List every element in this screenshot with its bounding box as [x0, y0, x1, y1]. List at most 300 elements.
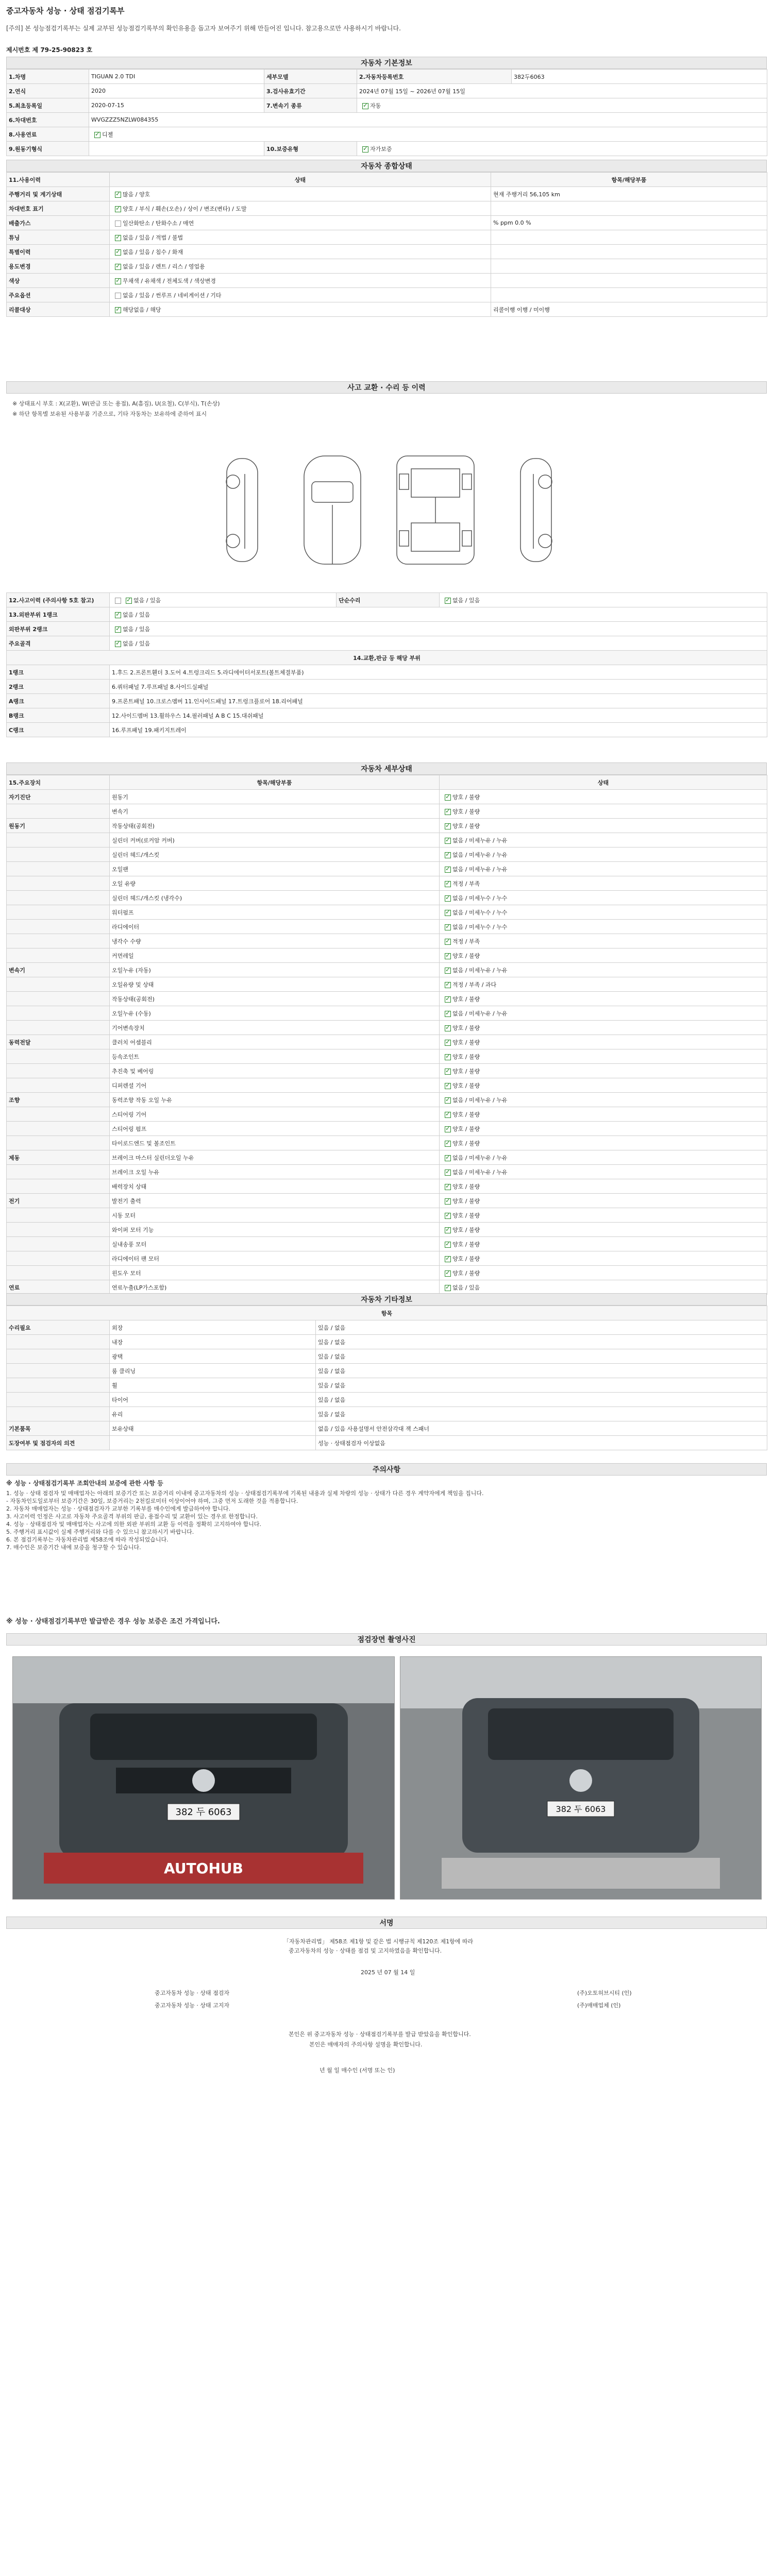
- document-number: 제시번호 제 79-25-90823 호: [6, 46, 93, 54]
- status-value: ✓ 양호 / 불량: [440, 819, 767, 833]
- checkbox-icon: [445, 1069, 451, 1075]
- status-value: ✓ 양호 / 불량: [440, 1237, 767, 1251]
- item-label: 스티어링 펌프: [110, 1122, 440, 1136]
- seller-label: 중고자동차 성능 · 상태 고지자: [155, 2002, 229, 2009]
- table-row: [7, 1049, 767, 1064]
- table-row: [7, 1165, 767, 1179]
- status-value: ✓ 없음 / 미세누유 / 누유: [440, 862, 767, 876]
- item-label: 오일팬: [110, 862, 440, 876]
- group-label: [7, 876, 110, 891]
- item-label: 발전기 출력: [110, 1194, 440, 1208]
- column-header: 항목/해당부품: [491, 173, 767, 187]
- caution-line: 3. 사고이력 인정은 사고로 자동차 주요골격 부위의 판금, 용접수리 및 교환이 있는 경우로 한정합니다.: [6, 1513, 258, 1520]
- label: 2랭크: [7, 680, 110, 694]
- group-label: [7, 1122, 110, 1136]
- group-label: [7, 1364, 110, 1378]
- table-row: 용도변경 ✓ 없음 / 있음 / 렌트 / 리스 / 영업용: [7, 259, 767, 274]
- item-label: 실린더 헤드/개스킷 (냉각수): [110, 891, 440, 905]
- group-label: 수리필요: [7, 1320, 110, 1335]
- status-value: ✓ 없음 / 미세누유 / 누유: [440, 1165, 767, 1179]
- item-label: 브레이크 마스터 실린더오일 누유: [110, 1150, 440, 1165]
- status-value: 없음 / 있음 사용설명서 안전삼각대 잭 스패너: [316, 1421, 767, 1436]
- item-label: 실린더 헤드/개스킷: [110, 848, 440, 862]
- group-label: [7, 1266, 110, 1280]
- group-label: [7, 992, 110, 1006]
- item-label: 기어변속장치: [110, 1021, 440, 1035]
- status-value: 있음 / 없음: [316, 1378, 767, 1393]
- group-label: [7, 1335, 110, 1349]
- group-label: [7, 1165, 110, 1179]
- table-row: [7, 992, 767, 1006]
- value: % ppm 0.0 %: [491, 216, 767, 230]
- item-label: 원동기: [110, 790, 440, 804]
- status-value: ✓ 양호 / 불량: [440, 1136, 767, 1150]
- status-value: 있음 / 없음: [316, 1364, 767, 1378]
- section-other: 자동차 기타정보: [6, 1293, 767, 1306]
- group-label: [7, 934, 110, 948]
- label: 단순수리: [337, 593, 440, 607]
- checkbox-icon: [445, 924, 451, 930]
- group-label: 자기진단: [7, 790, 110, 804]
- status-value: ✓ 없음 / 미세누유 / 누유: [440, 833, 767, 848]
- label: 8.사용연료: [7, 127, 89, 142]
- checkbox-icon: [445, 1025, 451, 1031]
- caution-line: 4. 성능 · 상태점검자 및 매매업자는 사고에 의한 외판 부위의 교환 등 이력을 정확히 고지하여야 합니다.: [6, 1521, 261, 1528]
- checkbox-icon: [445, 996, 451, 1003]
- item-label: 연료누출(LP가스포함): [110, 1280, 440, 1295]
- value: 9.프론트패널 10.크로스멤버 11.인사이드패널 17.트렁크플로어 18.리어패널: [110, 694, 767, 708]
- banner-text: AUTOHUB: [164, 1860, 243, 1877]
- checkbox-icon: [445, 1097, 451, 1104]
- table-row: [7, 1335, 767, 1349]
- checkbox-icon: [445, 1126, 451, 1132]
- table-row: 12.사고이력 (주의사항 5호 참고) ✓ 없음 / 있음 단순수리 ✓ 없음 / 있음: [7, 593, 767, 607]
- status-value: ✓ 없음 / 미세누유 / 누유: [440, 1006, 767, 1021]
- checkbox-icon: [445, 1270, 451, 1277]
- caution-heading: ※ 성능 · 상태점검기록부 조회안내의 보증에 관한 사항 등: [6, 1480, 163, 1487]
- status-value: ✓ 양호 / 불량: [440, 1049, 767, 1064]
- group-label: [7, 1393, 110, 1407]
- caution-line: 1. 성능 · 상태 점검자 및 매매업자는 아래의 보증기간 또는 보증거리 이내에 중고자동차의 성능 · 상태점검기록부에 기록된 내용과 실제 차량의 성능 · 상태가 다른 경우 계약자에게 책임을 집니다.: [6, 1490, 484, 1497]
- legend-text: ※ 하단 항목별 보유된 사용부품 기준으로, 기타 자동차는 보유하에 준하여 표시: [12, 411, 207, 417]
- item-label: 외장: [110, 1320, 316, 1335]
- group-label: [7, 1107, 110, 1122]
- table-row: [7, 1237, 767, 1251]
- item-label: [110, 1436, 316, 1450]
- status-value: ✓ 적정 / 부족 / 과다: [440, 977, 767, 992]
- table-row: [7, 70, 767, 84]
- status-value: ✓ 양호 / 불량: [440, 1107, 767, 1122]
- status-value: 성능 · 상태점검자 이상없음: [316, 1436, 767, 1450]
- label: B랭크: [7, 708, 110, 723]
- value: 2020: [89, 84, 264, 98]
- caution-line: 2. 자동차 매매업자는 성능 · 상태점검자가 교부한 기록부를 매수인에게 발급하여야 합니다.: [6, 1505, 230, 1512]
- item-label: 실린더 커버(로커암 커버): [110, 833, 440, 848]
- table-row: [7, 1208, 767, 1223]
- accident-table: [6, 592, 767, 737]
- value: 1.후드 2.프론트휀더 3.도어 4.트렁크리드 5.라디에이터서포트(볼트체결부품): [110, 665, 767, 680]
- item-label: 보유상태: [110, 1421, 316, 1436]
- value: ✓ 자가보증: [357, 142, 767, 156]
- section-caution: 주의사항: [6, 1463, 767, 1476]
- item-label: 디퍼렌셜 기어: [110, 1078, 440, 1093]
- label: 1.차명: [7, 70, 89, 84]
- group-label: 동력전달: [7, 1035, 110, 1049]
- group-label: 조향: [7, 1093, 110, 1107]
- checkbox-icon: [445, 1256, 451, 1262]
- group-label: [7, 848, 110, 862]
- checkbox-icon: [445, 953, 451, 959]
- status-value: ✓ 양호 / 불량: [440, 1208, 767, 1223]
- table-row: [7, 1436, 767, 1450]
- label: 2.자동차등록번호: [357, 70, 512, 84]
- item-label: 커먼레일: [110, 948, 440, 963]
- table-row: [7, 98, 767, 113]
- status-value: ✓ 없음 / 미세누유 / 누유: [440, 963, 767, 977]
- group-label: 제동: [7, 1150, 110, 1165]
- label: 용도변경: [7, 259, 110, 274]
- item-label: 작동상태(공회전): [110, 992, 440, 1006]
- table-row: [7, 819, 767, 833]
- status-value: ✓ 양호 / 불량: [440, 1194, 767, 1208]
- table-row: 주요옵션 없음 / 있음 / 썬루프 / 네비게이션 / 기타: [7, 288, 767, 302]
- item-label: 룸 클리닝: [110, 1364, 316, 1378]
- value: 12.사이드멤버 13.휠하우스 14.필러패널 A B C 15.대쉬패널: [110, 708, 767, 723]
- table-row: 외판부위 2랭크 ✓ 없음 / 있음: [7, 622, 767, 636]
- group-label: 전기: [7, 1194, 110, 1208]
- table-row: [7, 1136, 767, 1150]
- checkbox-icon: [445, 823, 451, 829]
- caution-line: 6. 본 점검기록부는 자동차관리법 제58조에 따라 작성되었습니다.: [6, 1536, 169, 1543]
- value: ✓ 자동: [357, 98, 767, 113]
- receipt-text: 본인은 위 중고자동차 성능 · 상태점검기록부를 발급 받았음을 확인합니다.: [289, 2031, 471, 2038]
- label: 6.차대번호: [7, 113, 89, 127]
- table-row: [7, 905, 767, 920]
- label: 9.원동기형식: [7, 142, 89, 156]
- column-header: 항목: [7, 1306, 767, 1320]
- checkbox-icon: [445, 1112, 451, 1118]
- group-label: [7, 1064, 110, 1078]
- item-label: 워터펌프: [110, 905, 440, 920]
- group-label: [7, 1136, 110, 1150]
- item-label: 클러치 어셈블리: [110, 1035, 440, 1049]
- item-label: 추진축 및 베어링: [110, 1064, 440, 1078]
- label: 주요골격: [7, 636, 110, 651]
- license-plate: 382 두 6063: [175, 1807, 232, 1818]
- checkbox-icon: [445, 1083, 451, 1089]
- status-value: ✓ 양호 / 불량: [440, 790, 767, 804]
- table-row: 특별이력 ✓ 없음 / 있음 / 침수 / 화재: [7, 245, 767, 259]
- table-row: [7, 1107, 767, 1122]
- item-label: 스티어링 기어: [110, 1107, 440, 1122]
- table-row: [7, 1078, 767, 1093]
- table-row: [7, 1421, 767, 1436]
- front-photo: [12, 1656, 395, 1900]
- checkbox-icon: [445, 1011, 451, 1017]
- label: C랭크: [7, 723, 110, 737]
- item-label: 변속기: [110, 804, 440, 819]
- value: [89, 142, 264, 156]
- status-value: 있음 / 없음: [316, 1407, 767, 1421]
- car-underbody-icon: [397, 456, 474, 564]
- item-label: 오일누유 (자동): [110, 963, 440, 977]
- value: 리콜이행 이행 / 미이행: [491, 302, 767, 317]
- table-row: [7, 1064, 767, 1078]
- status-value: ✓ 적정 / 부족: [440, 876, 767, 891]
- table-row: 주행거리 및 계기상태 ✓ 많음 / 양호 현재 주행거리 56,105 km: [7, 187, 767, 201]
- table-row: 주요골격 ✓ 없음 / 있음: [7, 636, 767, 651]
- caution-line: 5. 주행거리 표시값이 실제 주행거리와 다를 수 있으니 참고하시기 바랍니다.: [6, 1529, 194, 1535]
- car-top-front-icon: [304, 456, 361, 564]
- group-label: [7, 948, 110, 963]
- group-label: [7, 833, 110, 848]
- section-basic-info: 자동차 기본정보: [6, 57, 767, 69]
- table-row: [7, 708, 767, 723]
- buyer-signature: 년 월 일 매수인 (서명 또는 인): [320, 2067, 395, 2074]
- item-label: 라디에이터 팬 모터: [110, 1251, 440, 1266]
- status-value: ✓ 양호 / 불량: [440, 1035, 767, 1049]
- item-label: 오일 유량: [110, 876, 440, 891]
- status-value: ✓ 양호 / 불량: [440, 1122, 767, 1136]
- item-label: 오일누유 (수동): [110, 1006, 440, 1021]
- label: 리콜대상: [7, 302, 110, 317]
- status-value: ✓ 없음 / 미세누수 / 누수: [440, 920, 767, 934]
- section-detail: 자동차 세부상태: [6, 762, 767, 775]
- group-label: [7, 920, 110, 934]
- label: 2.연식: [7, 84, 89, 98]
- group-label: 변속기: [7, 963, 110, 977]
- checkbox-icon: [445, 939, 451, 945]
- table-row: [7, 963, 767, 977]
- group-label: [7, 1251, 110, 1266]
- item-label: 내장: [110, 1335, 316, 1349]
- checkbox-icon: [445, 1141, 451, 1147]
- label: 외판부위 2랭크: [7, 622, 110, 636]
- group-label: [7, 1407, 110, 1421]
- table-row: [7, 804, 767, 819]
- table-row: 색상 ✓ 무채색 / 유채색 / 전체도색 / 색상변경: [7, 274, 767, 288]
- label: 색상: [7, 274, 110, 288]
- basic-info-table: [6, 69, 767, 156]
- item-label: 브레이크 오일 누유: [110, 1165, 440, 1179]
- table-row: [7, 833, 767, 848]
- checkbox-icon: [445, 1040, 451, 1046]
- column-header: 상태: [110, 173, 491, 187]
- table-row: [7, 1122, 767, 1136]
- status-value: 있음 / 없음: [316, 1393, 767, 1407]
- table-row: [7, 1407, 767, 1421]
- checkbox-icon: [445, 982, 451, 988]
- label: 12.사고이력 (주의사항 5호 참고): [7, 593, 110, 607]
- signature-text: 「자동차관리법」 제58조 제1항 및 같은 법 시행규칙 제120조 제1항에 따라: [283, 1938, 474, 1945]
- value: TIGUAN 2.0 TDI: [89, 70, 264, 84]
- status-value: ✓ 없음 / 미세누수 / 누수: [440, 891, 767, 905]
- group-label: [7, 804, 110, 819]
- license-plate: 382 두 6063: [556, 1804, 606, 1814]
- status-value: ✓ 없음 / 미세누유 / 누유: [440, 1150, 767, 1165]
- label: 주행거리 및 계기상태: [7, 187, 110, 201]
- table-row: [7, 1320, 767, 1335]
- value: WVGZZZ5NZLW084355: [89, 113, 767, 127]
- table-row: [7, 920, 767, 934]
- group-label: [7, 1349, 110, 1364]
- group-label: [7, 1179, 110, 1194]
- seller-name: (주)매매업체 (인): [577, 2002, 621, 2009]
- value: 382두6063: [512, 70, 767, 84]
- table-row: [7, 1223, 767, 1237]
- table-row: [7, 1251, 767, 1266]
- item-label: 오일유량 및 상태: [110, 977, 440, 992]
- label: 3.검사유효기간: [264, 84, 357, 98]
- group-label: [7, 1208, 110, 1223]
- table-row: [7, 1093, 767, 1107]
- table-row: 리콜대상 ✓ 해당없음 / 해당 리콜이행 이행 / 미이행: [7, 302, 767, 317]
- group-label: [7, 862, 110, 876]
- table-row: [7, 1035, 767, 1049]
- section-signature: 서명: [6, 1917, 767, 1929]
- status-value: ✓ 양호 / 불량: [440, 1078, 767, 1093]
- caution-notes: [6, 1480, 767, 1551]
- table-row: [7, 680, 767, 694]
- checkbox-icon: [445, 895, 451, 902]
- group-label: 도장여부 및 점검자의 의견: [7, 1436, 110, 1450]
- caution-line: - 자동차인도일로부터 보증기간은 30일, 보증거리는 2천킬로미터 이상이어야 하며, 그중 먼저 도래한 것을 적용합니다.: [6, 1498, 298, 1504]
- group-label: [7, 891, 110, 905]
- car-diagram: [216, 443, 567, 577]
- table-row: [7, 876, 767, 891]
- signature-text: 중고자동차의 성능 · 상태를 점검 및 고지하였음을 확인합니다.: [289, 1947, 442, 1954]
- caution-footer: ※ 성능 · 상태점검기록부만 발급받은 경우 성능 보증은 조건 가격입니다.: [6, 1618, 220, 1625]
- table-row: [7, 142, 767, 156]
- column-header: 상태: [440, 775, 767, 790]
- page-title: 중고자동차 성능 · 상태 점검기록부: [6, 6, 125, 15]
- status-value: ✓ 양호 / 불량: [440, 992, 767, 1006]
- group-label: [7, 1049, 110, 1064]
- checkbox-icon: [445, 867, 451, 873]
- checkbox-icon: [445, 910, 451, 916]
- table-row: [7, 1393, 767, 1407]
- table-row: [7, 1266, 767, 1280]
- checkbox-icon: [445, 1213, 451, 1219]
- table-row: [7, 1021, 767, 1035]
- checkbox-icon: [445, 1242, 451, 1248]
- table-row: 차대번호 표기 ✓ 양호 / 부식 / 훼손(오손) / 상이 / 변조(변타) / 도말: [7, 201, 767, 216]
- inspector-label: 중고자동차 성능 · 상태 점검자: [155, 1990, 229, 1996]
- item-label: 등속조인트: [110, 1049, 440, 1064]
- item-label: 타이어: [110, 1393, 316, 1407]
- table-row: [7, 934, 767, 948]
- table-row: [7, 862, 767, 876]
- checkbox-icon: [445, 852, 451, 858]
- receipt-text: 본인은 매매자의 주의사항 설명을 확인합니다.: [309, 2041, 423, 2048]
- item-label: 동력조향 작동 오일 누유: [110, 1093, 440, 1107]
- table-row: [7, 1179, 767, 1194]
- item-label: 광택: [110, 1349, 316, 1364]
- label: 차대번호 표기: [7, 201, 110, 216]
- label: A랭크: [7, 694, 110, 708]
- status-value: ✓ 양호 / 불량: [440, 1251, 767, 1266]
- item-label: 라디에이터: [110, 920, 440, 934]
- group-label: [7, 1237, 110, 1251]
- section-accident: 사고 교환 · 수리 등 이력: [6, 381, 767, 394]
- status-value: ✓ 양호 / 불량: [440, 1223, 767, 1237]
- status-value: ✓ 없음 / 미세누유 / 누유: [440, 1093, 767, 1107]
- checkbox-icon: [445, 1054, 451, 1060]
- checkbox-icon: [445, 881, 451, 887]
- group-label: [7, 1378, 110, 1393]
- checkbox-icon: [445, 1285, 451, 1291]
- table-row: [7, 84, 767, 98]
- value: 2024년 07월 15일 ~ 2026년 07월 15일: [357, 84, 767, 98]
- checkbox-icon: [445, 1198, 451, 1205]
- status-value: ✓ 없음 / 미세누수 / 누수: [440, 905, 767, 920]
- table-row: [7, 1349, 767, 1364]
- status-value: ✓ 양호 / 불량: [440, 1064, 767, 1078]
- table-row: [7, 1364, 767, 1378]
- section-overall: 자동차 종합상태: [6, 160, 767, 172]
- table-row: [7, 694, 767, 708]
- checkbox-icon: [445, 794, 451, 801]
- group-label: 원동기: [7, 819, 110, 833]
- section-photo: 점검장면 촬영사진: [6, 1633, 767, 1646]
- value: 현재 주행거리 56,105 km: [491, 187, 767, 201]
- status-value: 있음 / 없음: [316, 1335, 767, 1349]
- table-row: [7, 848, 767, 862]
- status-value: ✓ 양호 / 불량: [440, 1179, 767, 1194]
- group-label: [7, 1021, 110, 1035]
- status-value: ✓ 적정 / 부족: [440, 934, 767, 948]
- table-row: 튜닝 ✓ 없음 / 있음 / 적법 / 불법: [7, 230, 767, 245]
- checkbox-icon: [445, 1170, 451, 1176]
- status-value: ✓ 없음 / 있음: [440, 1280, 767, 1295]
- status-value: 있음 / 없음: [316, 1349, 767, 1364]
- group-label: [7, 1006, 110, 1021]
- item-label: 와이퍼 모터 기능: [110, 1223, 440, 1237]
- value: 6.쿼터패널 7.루프패널 8.사이드실패널: [110, 680, 767, 694]
- table-row: [7, 1194, 767, 1208]
- table-row: 배출가스 일산화탄소 / 탄화수소 / 매연 % ppm 0.0 %: [7, 216, 767, 230]
- group-label: 기본품목: [7, 1421, 110, 1436]
- checkbox-icon: [445, 1227, 451, 1233]
- table-row: [7, 977, 767, 992]
- overall-table: [6, 172, 767, 317]
- label: 5.최초등록일: [7, 98, 89, 113]
- label: 튜닝: [7, 230, 110, 245]
- label: 1랭크: [7, 665, 110, 680]
- checkbox-icon: [445, 968, 451, 974]
- table-row: [7, 1006, 767, 1021]
- label: 7.변속기 종류: [264, 98, 357, 113]
- status-value: 있음 / 없음: [316, 1320, 767, 1335]
- group-label: [7, 1078, 110, 1093]
- table-row: [7, 723, 767, 737]
- checkbox-icon: [445, 809, 451, 815]
- label: 배출가스: [7, 216, 110, 230]
- item-label: 배력장치 상태: [110, 1179, 440, 1194]
- other-table: [6, 1306, 767, 1450]
- label: 주요옵션: [7, 288, 110, 302]
- column-header: 11.사용이력: [7, 173, 110, 187]
- label: 세부모델: [264, 70, 357, 84]
- status-value: ✓ 양호 / 불량: [440, 804, 767, 819]
- car-left-side-icon: [226, 459, 258, 562]
- group-label: [7, 905, 110, 920]
- table-row: [7, 948, 767, 963]
- group-label: [7, 1223, 110, 1237]
- item-label: 시동 모터: [110, 1208, 440, 1223]
- table-row: [7, 665, 767, 680]
- label: 특별이력: [7, 245, 110, 259]
